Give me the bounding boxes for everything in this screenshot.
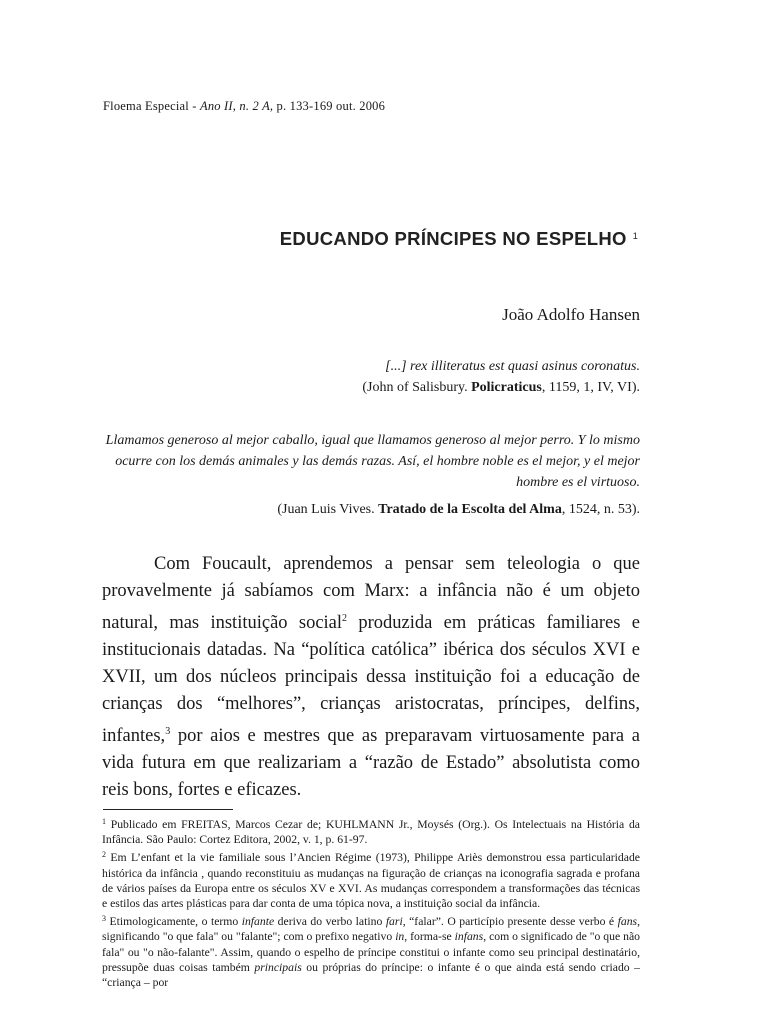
body-paragraph xyxy=(102,551,640,804)
article-title xyxy=(280,228,638,250)
footnote-text: Publicado em FREITAS, Marcos Cezar de; KUHLMANN Jr., Moysés (Org.). Os Intelectuais na História da Infância. São Paulo: Cortez Editora, 2002, v. 1, p. 61-97. xyxy=(102,818,640,847)
footnote-mark: 2 xyxy=(102,850,106,860)
body-text-part: produzida em práticas familiares e institucionais datadas. Na “política católica” ibérica dos séculos XVI e XVII, um dos núcleos principais dessa instituição foi a educação de crianças dos “melhores”, crianças aristocratas, príncipes, delfins, infantes, xyxy=(102,613,640,746)
footnote-mark: 1 xyxy=(102,817,106,826)
footnote-text: , forma-se xyxy=(404,930,455,944)
title-footnote-ref: 1 xyxy=(632,231,638,241)
footnote-italic: infante xyxy=(241,915,275,929)
epigraph-1-citation xyxy=(80,377,640,398)
citation-open: (John of Salisbury. xyxy=(362,380,472,395)
footnote-mark: 3 xyxy=(102,914,106,924)
footnote-text: Etimologicamente, o termo xyxy=(106,915,242,929)
footnote-ref-3: 3 xyxy=(165,726,171,737)
footnote-ref-2: 2 xyxy=(342,613,348,624)
article-title-text: EDUCANDO PRÍNCIPES NO ESPELHO xyxy=(279,228,627,249)
epigraph-1 xyxy=(80,356,640,398)
epigraph-2 xyxy=(100,430,640,520)
running-header xyxy=(103,99,385,114)
footnote-text: ou próprias do príncipe: o infante é o que ainda está sendo criado – “criança – por xyxy=(102,960,640,990)
footnote-italic: principais xyxy=(254,960,302,974)
footnote-text: , com o significado de "o que não fala" ou "o não-falante". Assim, quando o espelho de príncipe constitui o infante como seu principal destinatário, pressupõe duas coisas também xyxy=(102,930,640,974)
citation-work: Tratado de la Escolta del Alma xyxy=(378,502,562,517)
citation-close: , 1159, 1, IV, VI). xyxy=(541,380,640,395)
journal-issue: Ano II, n. 2 A, xyxy=(199,99,274,113)
footnote-2 xyxy=(102,847,640,911)
body-text-part: por aios e mestres que as preparavam virtuosamente para a vida futura em que realizariam a “razão de Estado” absolutista como reis bons, fortes e eficazes. xyxy=(102,726,640,800)
epigraph-1-quote: [...] rex illiteratus est quasi asinus coronatus. xyxy=(385,359,640,374)
footnotes xyxy=(102,814,640,990)
footnote-text: Em L’enfant et la vie familiale sous l’Ancien Régime (1973), Philippe Ariès demonstrou essa particularidade histórica da infância , quando reconstituiu as mudanças na figuração de crianças na iconografia sagrada e profana de vários países da Europa entre os séculos XV e XVI. As mudanças correspondem a transformações das técnicas e estilos das artes plásticas para dar conta de uma tópica nova, a instituição social da infância. xyxy=(102,851,640,911)
journal-pages-date: p. 133-169 out. 2006 xyxy=(273,99,386,113)
footnote-3 xyxy=(102,911,640,990)
footnote-text: , “falar”. O particípio presente desse verbo é xyxy=(402,915,618,929)
footnote-separator xyxy=(103,809,233,810)
footnote-italic: fans xyxy=(617,915,638,929)
body-text-part: Com Foucault, aprendemos a pensar sem teleologia o que provavelmente já sabíamos com Marx: a infância não é um objeto natural, mas instituição social xyxy=(102,554,640,633)
footnote-italic: fari xyxy=(385,915,403,929)
journal-name: Floema Especial - xyxy=(103,99,200,113)
epigraph-2-citation xyxy=(100,499,640,520)
article-author: João Adolfo Hansen xyxy=(502,305,640,324)
citation-open: (Juan Luis Vives. xyxy=(277,502,379,517)
citation-close: , 1524, n. 53). xyxy=(561,502,640,517)
footnote-italic: infans xyxy=(454,930,484,944)
footnote-italic: in xyxy=(395,930,405,944)
footnote-text: deriva do verbo latino xyxy=(274,915,386,929)
footnote-1 xyxy=(102,814,640,847)
footnote-text: , significando "o que fala" ou "falante"; com o prefixo negativo xyxy=(102,915,641,944)
citation-work: Policraticus xyxy=(471,380,542,395)
epigraph-2-quote: Llamamos generoso al mejor caballo, igual que llamamos generoso al mejor perro. Y lo mismo ocurre con los demás animales y las demás razas. Así, el hombre noble es el mejor, y el mejor hombre es el virtuoso. xyxy=(105,433,640,490)
